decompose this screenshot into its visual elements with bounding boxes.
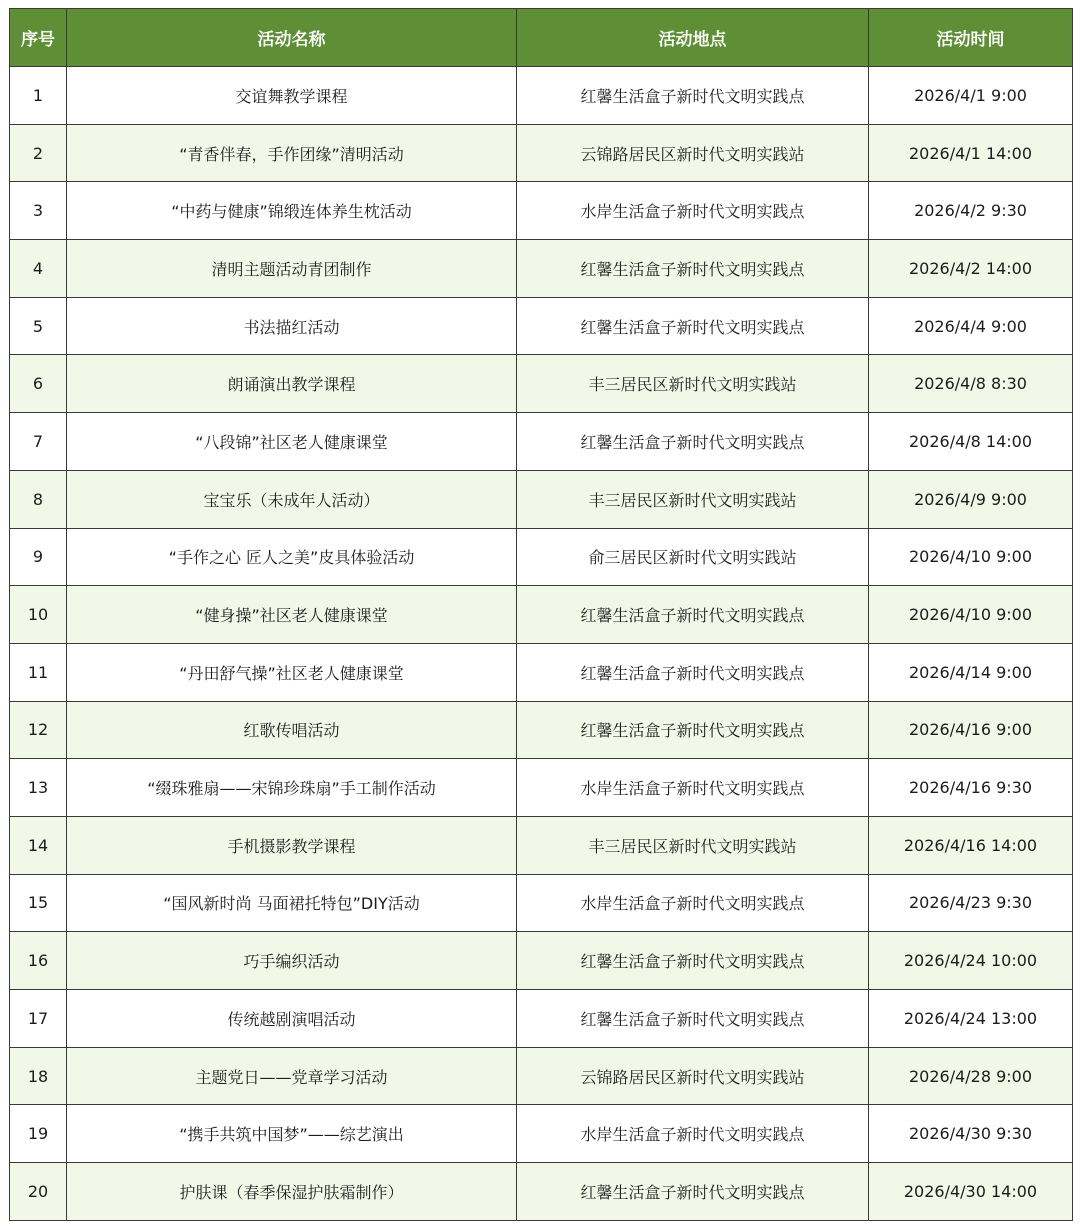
header-row (10, 9, 1073, 67)
cell-activity-time: 2026/4/16 14:00 (869, 816, 1073, 874)
cell-activity-location: 俞三居民区新时代文明实践站 (517, 528, 869, 586)
cell-activity-time: 2026/4/24 13:00 (869, 990, 1073, 1048)
table-row (10, 528, 1073, 586)
activity-schedule-sheet (9, 8, 1073, 1221)
table-row (10, 932, 1073, 990)
cell-activity-location: 红馨生活盒子新时代文明实践点 (517, 413, 869, 471)
cell-activity-location: 水岸生活盒子新时代文明实践点 (517, 874, 869, 932)
cell-activity-time: 2026/4/23 9:30 (869, 874, 1073, 932)
cell-activity-time: 2026/4/9 9:00 (869, 470, 1073, 528)
header-time: 活动时间 (869, 9, 1073, 67)
cell-activity-location: 红馨生活盒子新时代文明实践点 (517, 297, 869, 355)
table-row (10, 470, 1073, 528)
cell-activity-name: 护肤课（春季保湿护肤霜制作） (67, 1163, 517, 1221)
cell-activity-time: 2026/4/30 9:30 (869, 1105, 1073, 1163)
cell-num: 4 (10, 240, 67, 298)
cell-activity-name: “健身操”社区老人健康课堂 (67, 586, 517, 644)
table-header (10, 9, 1073, 67)
cell-activity-time: 2026/4/1 9:00 (869, 67, 1073, 125)
table-row (10, 759, 1073, 817)
cell-activity-location: 云锦路居民区新时代文明实践站 (517, 1047, 869, 1105)
cell-num: 7 (10, 413, 67, 471)
cell-activity-name: 传统越剧演唱活动 (67, 990, 517, 1048)
cell-activity-time: 2026/4/16 9:00 (869, 701, 1073, 759)
cell-activity-time: 2026/4/8 14:00 (869, 413, 1073, 471)
table-row (10, 990, 1073, 1048)
cell-num: 17 (10, 990, 67, 1048)
cell-num: 16 (10, 932, 67, 990)
cell-activity-name: 清明主题活动青团制作 (67, 240, 517, 298)
cell-activity-name: 主题党日——党章学习活动 (67, 1047, 517, 1105)
cell-num: 11 (10, 643, 67, 701)
header-name: 活动名称 (67, 9, 517, 67)
cell-activity-time: 2026/4/24 10:00 (869, 932, 1073, 990)
cell-activity-location: 红馨生活盒子新时代文明实践点 (517, 1163, 869, 1221)
cell-activity-location: 丰三居民区新时代文明实践站 (517, 470, 869, 528)
cell-num: 9 (10, 528, 67, 586)
cell-activity-time: 2026/4/2 14:00 (869, 240, 1073, 298)
cell-activity-time: 2026/4/10 9:00 (869, 586, 1073, 644)
cell-activity-location: 红馨生活盒子新时代文明实践点 (517, 701, 869, 759)
table-row (10, 874, 1073, 932)
cell-num: 5 (10, 297, 67, 355)
table-row (10, 124, 1073, 182)
cell-num: 1 (10, 67, 67, 125)
table-row (10, 413, 1073, 471)
table-row (10, 816, 1073, 874)
cell-activity-location: 云锦路居民区新时代文明实践站 (517, 124, 869, 182)
cell-num: 20 (10, 1163, 67, 1221)
cell-num: 3 (10, 182, 67, 240)
cell-activity-time: 2026/4/2 9:30 (869, 182, 1073, 240)
cell-activity-name: “丹田舒气操”社区老人健康课堂 (67, 643, 517, 701)
table-row (10, 297, 1073, 355)
cell-activity-name: “中药与健康”锦缎连体养生枕活动 (67, 182, 517, 240)
cell-num: 19 (10, 1105, 67, 1163)
cell-activity-name: “青香伴春，手作团缘”清明活动 (67, 124, 517, 182)
table-row (10, 1163, 1073, 1221)
cell-activity-name: “手作之心 匠人之美”皮具体验活动 (67, 528, 517, 586)
cell-num: 12 (10, 701, 67, 759)
cell-num: 2 (10, 124, 67, 182)
cell-activity-time: 2026/4/14 9:00 (869, 643, 1073, 701)
cell-activity-name: “八段锦”社区老人健康课堂 (67, 413, 517, 471)
cell-activity-location: 红馨生活盒子新时代文明实践点 (517, 586, 869, 644)
table-row (10, 1047, 1073, 1105)
cell-activity-name: 交谊舞教学课程 (67, 67, 517, 125)
header-location: 活动地点 (517, 9, 869, 67)
cell-activity-location: 红馨生活盒子新时代文明实践点 (517, 643, 869, 701)
table-body (10, 67, 1073, 1221)
cell-activity-name: “国风新时尚 马面裙托特包”DIY活动 (67, 874, 517, 932)
cell-activity-location: 丰三居民区新时代文明实践站 (517, 355, 869, 413)
cell-num: 8 (10, 470, 67, 528)
table-row (10, 355, 1073, 413)
cell-activity-time: 2026/4/30 14:00 (869, 1163, 1073, 1221)
table-row (10, 182, 1073, 240)
header-num: 序号 (10, 9, 67, 67)
cell-activity-name: “携手共筑中国梦”——综艺演出 (67, 1105, 517, 1163)
cell-activity-time: 2026/4/10 9:00 (869, 528, 1073, 586)
cell-activity-time: 2026/4/8 8:30 (869, 355, 1073, 413)
cell-activity-name: 手机摄影教学课程 (67, 816, 517, 874)
cell-activity-location: 红馨生活盒子新时代文明实践点 (517, 67, 869, 125)
cell-activity-location: 水岸生活盒子新时代文明实践点 (517, 759, 869, 817)
cell-num: 13 (10, 759, 67, 817)
table-row (10, 643, 1073, 701)
table-row (10, 701, 1073, 759)
cell-activity-name: 朗诵演出教学课程 (67, 355, 517, 413)
cell-activity-name: 宝宝乐（未成年人活动） (67, 470, 517, 528)
table-row (10, 586, 1073, 644)
cell-activity-name: 巧手编织活动 (67, 932, 517, 990)
cell-activity-location: 红馨生活盒子新时代文明实践点 (517, 932, 869, 990)
cell-num: 18 (10, 1047, 67, 1105)
activity-table (9, 8, 1073, 1221)
cell-activity-location: 水岸生活盒子新时代文明实践点 (517, 1105, 869, 1163)
cell-activity-location: 水岸生活盒子新时代文明实践点 (517, 182, 869, 240)
cell-num: 10 (10, 586, 67, 644)
table-row (10, 240, 1073, 298)
cell-activity-name: “缀珠雅扇——宋锦珍珠扇”手工制作活动 (67, 759, 517, 817)
cell-num: 6 (10, 355, 67, 413)
cell-activity-time: 2026/4/28 9:00 (869, 1047, 1073, 1105)
cell-activity-time: 2026/4/4 9:00 (869, 297, 1073, 355)
cell-num: 14 (10, 816, 67, 874)
cell-activity-name: 红歌传唱活动 (67, 701, 517, 759)
cell-activity-location: 红馨生活盒子新时代文明实践点 (517, 990, 869, 1048)
cell-num: 15 (10, 874, 67, 932)
table-row (10, 1105, 1073, 1163)
cell-activity-location: 红馨生活盒子新时代文明实践点 (517, 240, 869, 298)
cell-activity-time: 2026/4/16 9:30 (869, 759, 1073, 817)
table-row (10, 67, 1073, 125)
cell-activity-name: 书法描红活动 (67, 297, 517, 355)
cell-activity-location: 丰三居民区新时代文明实践站 (517, 816, 869, 874)
cell-activity-time: 2026/4/1 14:00 (869, 124, 1073, 182)
